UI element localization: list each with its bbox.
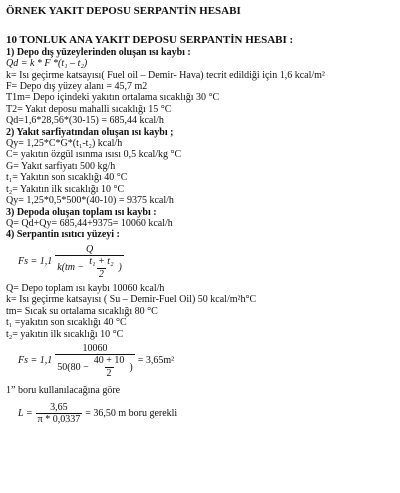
s2-line: Qy= 1,25*C*G*(t₁-t₂) kcal/h <box>6 138 123 150</box>
section-2-heading: 2) Yakıt sarfiyatından oluşan ısı kaybı ; <box>6 126 174 138</box>
s3-line: Q= Qd+Qy= 685,44+9375= 10060 kcal/h <box>6 217 173 229</box>
document-title: ÖRNEK YAKIT DEPOSU SERPANTİN HESABI <box>6 5 241 17</box>
inner-fraction <box>92 355 127 379</box>
s2-line: G= Yakıt sarfiyatı 500 kg/h <box>6 160 116 172</box>
fraction-numerator: 10060 <box>82 342 108 354</box>
denominator-prefix: k(tm − <box>57 262 85 274</box>
formula-result: = 36,50 m boru gerekli <box>85 407 178 419</box>
inner-denominator: 2 <box>98 268 104 280</box>
s2-line: t₂= Yakıtın ilk sıcaklığı 10 °C <box>6 183 125 195</box>
fraction-numerator: 3,65 <box>50 401 68 413</box>
denominator-suffix: ) <box>129 361 133 373</box>
document <box>6 6 396 428</box>
s4-line: t₁ =yakıtın son sıcaklığı 40 °C <box>6 317 127 329</box>
s4-line: t₂= yakıtın ilk sıcaklığı 10 °C <box>6 328 124 340</box>
section-1-formula: Qd = k * F *(t₁ – t₂) <box>6 58 88 70</box>
inner-fraction <box>87 256 115 280</box>
fraction-denominator <box>55 255 124 280</box>
fraction-numerator: Q <box>85 243 94 255</box>
s1-line: T2= Yakıt deposu mahalli sıcaklığı 15 °C <box>6 103 172 115</box>
formula-result: = 3,65m² <box>137 355 175 367</box>
s1-line: T1m= Depo içindeki yakıtın ortalama sıcaklığı 30 °C <box>6 92 220 104</box>
s1-line: F= Depo dış yüzey alanı = 45,7 m2 <box>6 81 148 93</box>
s4-line: tm= Sıcak su ortalama sıcaklığı 80 °C <box>6 305 158 317</box>
formula-lhs: L = <box>18 407 33 419</box>
denominator-suffix: ) <box>118 262 122 274</box>
denominator-prefix: 50(80 − <box>57 361 89 373</box>
s2-line: Qy= 1,25*0,5*500*(40-10) = 9375 kcal/h <box>6 195 174 207</box>
fraction-denominator: π * 0,0337 <box>37 414 81 425</box>
s4-line: Q= Depo toplam ısı kaybı 10060 kcal/h <box>6 282 165 294</box>
s1-line: Qd=1,6*28,56*(30-15) = 685,44 kcal/h <box>6 115 164 127</box>
fraction <box>55 244 124 280</box>
formula-lhs: Fs = 1,1 <box>18 256 53 268</box>
fraction <box>36 402 83 426</box>
serpentine-area-calculation <box>18 343 396 379</box>
pipe-note: 1” boru kullanılacağına göre <box>6 385 121 397</box>
inner-numerator: t₁ + t₂ <box>89 256 114 268</box>
section-3-heading: 3) Depoda oluşan toplam ısı kaybı : <box>6 206 157 218</box>
fraction <box>55 343 134 379</box>
pipe-length-formula <box>18 402 396 426</box>
inner-denominator: 2 <box>106 367 112 379</box>
formula-lhs: Fs = 1,1 <box>18 355 53 367</box>
s4-line: k= Isı geçirme katsayısı ( Su – Demir-Fuel Oil) 50 kcal/m²h°C <box>6 294 257 306</box>
serpentine-area-formula <box>18 244 396 280</box>
inner-numerator: 40 + 10 <box>93 355 125 367</box>
s2-line: C= yakıtın özgül ısınma ısısı 0,5 kcal/kg °C <box>6 149 182 161</box>
s1-line: k= Isı geçirme katsayısı( Fuel oil – Demir- Hava) tecrit edildiği için 1,6 kcal/m² <box>6 69 325 81</box>
fraction-denominator <box>55 354 134 379</box>
s2-line: t₁= Yakıtın son sıcaklığı 40 °C <box>6 172 128 184</box>
section-4-heading: 4) Serpantin ısıtıcı yüzeyi : <box>6 229 120 241</box>
main-heading: 10 TONLUK ANA YAKIT DEPOSU SERPANTİN HESABI : <box>6 34 294 47</box>
section-1-heading: 1) Depo dış yüzeylerinden oluşan ısı kaybı : <box>6 46 191 58</box>
